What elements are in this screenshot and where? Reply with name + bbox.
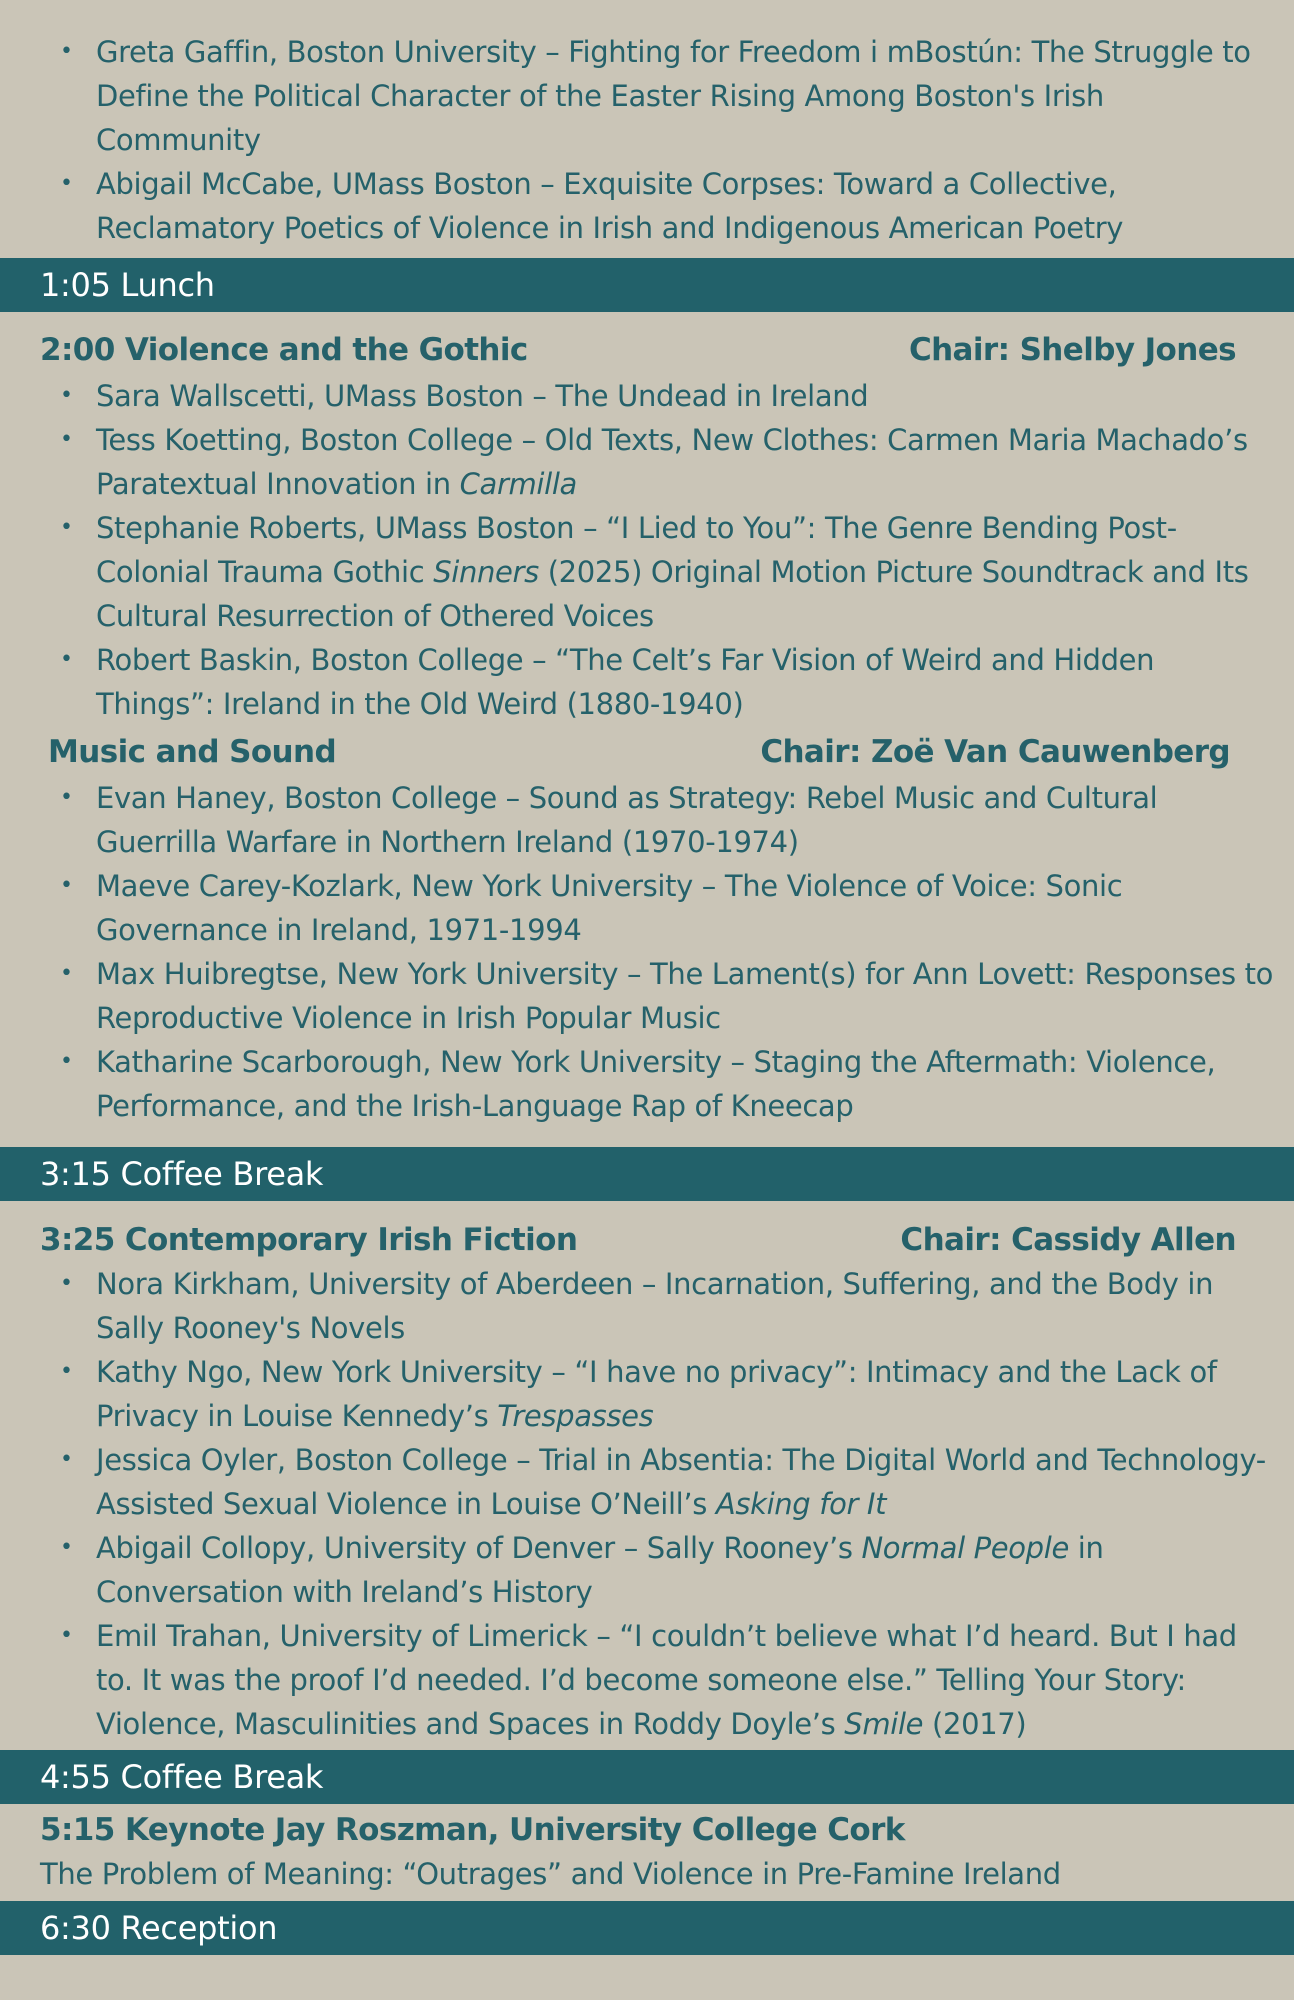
lunch-bar [0, 258, 1294, 312]
presentation-text: Maeve Carey-Kozlark, New York University – The Violence of Voice: Sonic Governance in Ireland, 1971-1994 [96, 869, 1123, 947]
coffee-break-label: 4:55 Coffee Break [40, 1758, 324, 1796]
list-item [96, 1614, 1276, 1746]
work-title: Asking for It [715, 1487, 887, 1521]
presentation-text: Max Huibregtse, New York University – The Lament(s) for Ann Lovett: Responses to Reproductive Violence in Irish Popular Music [96, 957, 1273, 1035]
reception-label: 6:30 Reception [40, 1909, 278, 1947]
work-title: Normal People [861, 1531, 1069, 1565]
session-chair: Chair: Cassidy Allen [900, 1222, 1236, 1258]
list-item [96, 1350, 1276, 1438]
coffee-break-label: 3:15 Coffee Break [40, 1155, 324, 1193]
lunch-label: 1:05 Lunch [40, 266, 215, 304]
session-chair: Chair: Zoë Van Cauwenberg [760, 734, 1230, 770]
presentation-text: Katharine Scarborough, New York University – Staging the Aftermath: Violence, Performance, and the Irish-Language Rap of Kneecap [96, 1045, 1216, 1123]
coffee-break-bar [0, 1147, 1294, 1201]
session-chair: Chair: Shelby Jones [908, 332, 1236, 368]
list-item [96, 638, 1276, 726]
music-session-header [48, 730, 1230, 774]
reception-bar [0, 1901, 1294, 1955]
music-session-list [58, 776, 1276, 1128]
work-title: Sinners [433, 555, 539, 589]
list-item [96, 30, 1276, 162]
presentation-text: Greta Gaffin, Boston University – Fighting for Freedom i mBostún: The Struggle to Define the Political Character of the Easter Rising Among Boston's Irish Community [96, 35, 1251, 157]
session-title: Music and Sound [48, 734, 337, 770]
presentation-text: Robert Baskin, Boston College – “The Celt’s Far Vision of Weird and Hidden Things”: Ireland in the Old Weird (1880-1940) [96, 643, 1155, 721]
list-item [96, 162, 1276, 250]
list-item [96, 418, 1276, 506]
presentation-text: Stephanie Roberts, UMass Boston – “I Lied to You”: The Genre Bending Post-Colonial Trauma Gothic [96, 511, 1177, 589]
list-item [96, 1526, 1276, 1614]
keynote-subtitle: The Problem of Meaning: “Outrages” and Violence in Pre-Famine Ireland [40, 1857, 1061, 1891]
list-item [96, 1262, 1276, 1350]
presentation-text: Tess Koetting, Boston College – Old Texts, New Clothes: Carmen Maria Machado’s Paratextual Innovation in [96, 423, 1248, 501]
gothic-session-list [58, 374, 1276, 726]
presentation-text-tail: (2017) [923, 1707, 1027, 1741]
work-title: Carmilla [459, 467, 577, 501]
fiction-session-list [58, 1262, 1276, 1746]
keynote-title: 5:15 Keynote Jay Roszman, University College Cork [40, 1812, 905, 1848]
presentation-text: Emil Trahan, University of Limerick – “I couldn’t believe what I’d heard. But I had to. It was the proof I’d needed. I’d become someone else.” Telling Your Story: Violence, Masculinities and Spaces in Roddy Doyle’s [96, 1619, 1237, 1741]
presentation-text: Nora Kirkham, University of Aberdeen – Incarnation, Suffering, and the Body in Sally Rooney's Novels [96, 1267, 1214, 1345]
list-item [96, 374, 1276, 418]
session-title: 3:25 Contemporary Irish Fiction [40, 1222, 578, 1258]
presentation-text: Sara Wallscetti, UMass Boston – The Undead in Ireland [96, 379, 869, 413]
fiction-session-header [40, 1218, 1236, 1262]
list-item [96, 776, 1276, 864]
list-item [96, 1040, 1276, 1128]
list-item [96, 952, 1276, 1040]
top-session-list [58, 30, 1276, 250]
presentation-text: Evan Haney, Boston College – Sound as Strategy: Rebel Music and Cultural Guerrilla Warfare in Northern Ireland (1970-1974) [96, 781, 1158, 859]
list-item [96, 864, 1276, 952]
presentation-text: Jessica Oyler, Boston College – Trial in Absentia: The Digital World and Technology-Assisted Sexual Violence in Louise O’Neill’s [96, 1443, 1266, 1521]
work-title: Smile [844, 1707, 924, 1741]
presentation-text-tail: in Conversation with Ireland’s History [96, 1531, 1104, 1609]
presentation-text: Kathy Ngo, New York University – “I have no privacy”: Intimacy and the Lack of Privacy in Louise Kennedy’s [96, 1355, 1217, 1433]
list-item [96, 1438, 1276, 1526]
gothic-session-header [40, 328, 1236, 372]
presentation-text: Abigail McCabe, UMass Boston – Exquisite Corpses: Toward a Collective, Reclamatory Poetics of Violence in Irish and Indigenous American Poetry [96, 167, 1124, 245]
coffee-break-bar [0, 1750, 1294, 1804]
presentation-text: Abigail Collopy, University of Denver – Sally Rooney’s [96, 1531, 862, 1565]
presentation-text-tail: (2025) Original Motion Picture Soundtrack and Its Cultural Resurrection of Othered Voices [96, 555, 1249, 633]
session-title: 2:00 Violence and the Gothic [40, 332, 528, 368]
work-title: Trespasses [497, 1399, 654, 1433]
list-item [96, 506, 1276, 638]
